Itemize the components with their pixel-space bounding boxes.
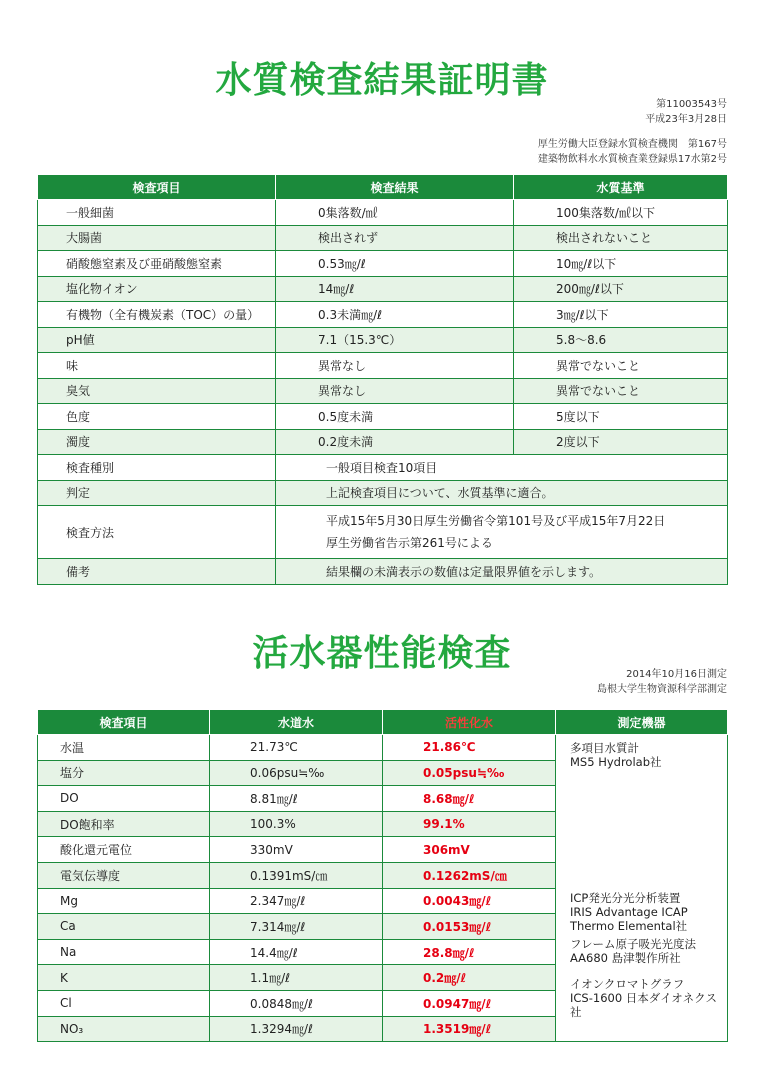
- row-tap: 0.06psu≒‰: [210, 760, 383, 786]
- row-item: 硝酸態窒素及び亜硝酸態窒素: [38, 251, 276, 277]
- row-result: 0.3未満㎎/ℓ: [276, 302, 514, 328]
- row-standard: 異常でないこと: [514, 353, 728, 379]
- row-active: 8.68㎎/ℓ: [383, 786, 556, 812]
- performance-test-title: 活水器性能検査: [252, 633, 512, 674]
- row-value: 上記検査項目について、水質基準に適合。: [276, 480, 728, 506]
- row-standard: 200㎎/ℓ以下: [514, 276, 728, 302]
- row-item: Na: [38, 939, 210, 965]
- row-item: 電気伝導度: [38, 862, 210, 888]
- row-standard: 5度以下: [514, 404, 728, 430]
- row-standard: 3㎎/ℓ以下: [514, 302, 728, 328]
- header-result: 検査結果: [276, 175, 514, 200]
- table-row: [38, 378, 728, 404]
- row-active: 306mV: [383, 837, 556, 863]
- row-standard: 5.8～8.6: [514, 327, 728, 353]
- agency-meta: [538, 137, 727, 167]
- row-item: 大腸菌: [38, 225, 276, 251]
- instrument-d1: イオンクロマトグラフ: [570, 977, 685, 991]
- row-item: 酸化還元電位: [38, 837, 210, 863]
- instrument-c1: フレーム原子吸光光度法: [570, 937, 697, 951]
- table-row: [38, 429, 728, 455]
- row-item: 検査種別: [38, 455, 276, 481]
- row-tap: 1.1㎎/ℓ: [210, 965, 383, 991]
- row-standard: 2度以下: [514, 429, 728, 455]
- table-row: [38, 327, 728, 353]
- row-item: 一般細菌: [38, 200, 276, 226]
- table-row: [38, 251, 728, 277]
- row-item: DO飽和率: [38, 811, 210, 837]
- row-active: 0.0947㎎/ℓ: [383, 990, 556, 1016]
- instrument-c2: AA680 島津製作所社: [570, 951, 681, 965]
- header-item: 検査項目: [38, 175, 276, 200]
- row-item: 備考: [38, 559, 276, 585]
- row-result: 14㎎/ℓ: [276, 276, 514, 302]
- row-active: 0.0043㎎/ℓ: [383, 888, 556, 914]
- row-item: 検査方法: [38, 506, 276, 559]
- table-row: [38, 480, 728, 506]
- row-tap: 100.3%: [210, 811, 383, 837]
- performance-meta: [597, 667, 727, 697]
- row-tap: 8.81㎎/ℓ: [210, 786, 383, 812]
- table-row: [38, 559, 728, 585]
- table-row: [38, 276, 728, 302]
- row-item: 塩分: [38, 760, 210, 786]
- instrument-a1: 多項目水質計: [570, 741, 639, 755]
- table-row: [38, 302, 728, 328]
- instrument-cell: [556, 735, 728, 1042]
- row-standard: 検出されないこと: [514, 225, 728, 251]
- row-result: 7.1（15.3℃）: [276, 327, 514, 353]
- table-row: [38, 455, 728, 481]
- agency-line-2: 建築物飲料水水質検査業登録県17水第2号: [537, 154, 727, 165]
- row-tap: 7.314㎎/ℓ: [210, 914, 383, 940]
- row-item: Cl: [38, 990, 210, 1016]
- method-line-2: 厚生労働省告示第261号による: [326, 536, 493, 550]
- measure-lab: 島根大学生物資源科学部測定: [597, 684, 727, 695]
- row-item: DO: [38, 786, 210, 812]
- table-row: [38, 506, 728, 559]
- certificate-number: 第11003543号: [656, 99, 727, 110]
- measure-date: 2014年10月16日測定: [626, 669, 727, 680]
- header-instrument: 測定機器: [556, 710, 728, 735]
- table-row: [38, 225, 728, 251]
- row-result: 異常なし: [276, 378, 514, 404]
- table-row: [38, 735, 728, 761]
- row-standard: 異常でないこと: [514, 378, 728, 404]
- table-row: [38, 353, 728, 379]
- header-item: 検査項目: [38, 710, 210, 735]
- row-result: 0.2度未満: [276, 429, 514, 455]
- row-value: 一般項目検査10項目: [276, 455, 728, 481]
- row-value: [276, 506, 728, 559]
- row-standard: 10㎎/ℓ以下: [514, 251, 728, 277]
- table-row: [38, 200, 728, 226]
- certificate-title: 水質検査結果証明書: [215, 60, 549, 101]
- row-active: 0.1262mS/㎝: [383, 862, 556, 888]
- row-tap: 1.3294㎎/ℓ: [210, 1016, 383, 1042]
- row-tap: 2.347㎎/ℓ: [210, 888, 383, 914]
- row-item: 色度: [38, 404, 276, 430]
- header-standard: 水質基準: [514, 175, 728, 200]
- row-item: 臭気: [38, 378, 276, 404]
- certificate-meta: [645, 97, 727, 127]
- row-result: 異常なし: [276, 353, 514, 379]
- row-standard: 100集落数/㎖以下: [514, 200, 728, 226]
- row-item: 味: [38, 353, 276, 379]
- table-row: [38, 404, 728, 430]
- row-tap: 21.73℃: [210, 735, 383, 761]
- performance-table: [37, 709, 728, 1042]
- row-item: NO₃: [38, 1016, 210, 1042]
- row-item: K: [38, 965, 210, 991]
- row-active: 1.3519㎎/ℓ: [383, 1016, 556, 1042]
- row-active: 99.1%: [383, 811, 556, 837]
- row-active: 21.86℃: [383, 735, 556, 761]
- row-item: pH値: [38, 327, 276, 353]
- row-value: 結果欄の未満表示の数値は定量限界値を示します。: [276, 559, 728, 585]
- row-item: 判定: [38, 480, 276, 506]
- row-item: 濁度: [38, 429, 276, 455]
- header-activated-water: 活性化水: [383, 710, 556, 735]
- agency-line-1: 厚生労働大臣登録水質検査機関 第167号: [537, 139, 727, 150]
- instrument-b3: Thermo Elemental社: [570, 919, 688, 933]
- row-tap: 0.1391mS/㎝: [210, 862, 383, 888]
- instrument-b1: ICP発光分光分析装置: [570, 891, 681, 905]
- row-result: 0.5度未満: [276, 404, 514, 430]
- certificate-date: 平成23年3月28日: [645, 114, 727, 125]
- header-tap-water: 水道水: [210, 710, 383, 735]
- row-active: 28.8㎎/ℓ: [383, 939, 556, 965]
- row-tap: 330mV: [210, 837, 383, 863]
- row-result: 検出されず: [276, 225, 514, 251]
- row-active: 0.2㎎/ℓ: [383, 965, 556, 991]
- instrument-b2: IRIS Advantage ICAP: [570, 905, 688, 919]
- row-active: 0.05psu≒‰: [383, 760, 556, 786]
- row-tap: 14.4㎎/ℓ: [210, 939, 383, 965]
- row-item: 塩化物イオン: [38, 276, 276, 302]
- row-item: 水温: [38, 735, 210, 761]
- water-quality-table: [37, 174, 728, 585]
- instrument-d2: ICS-1600 日本ダイオネクス社: [570, 991, 717, 1019]
- instrument-a2: MS5 Hydrolab社: [570, 755, 662, 769]
- row-result: 0.53㎎/ℓ: [276, 251, 514, 277]
- row-result: 0集落数/㎖: [276, 200, 514, 226]
- row-tap: 0.0848㎎/ℓ: [210, 990, 383, 1016]
- row-item: Ca: [38, 914, 210, 940]
- row-active: 0.0153㎎/ℓ: [383, 914, 556, 940]
- method-line-1: 平成15年5月30日厚生労働省令第101号及び平成15年7月22日: [326, 514, 666, 528]
- row-item: 有機物（全有機炭素（TOC）の量）: [38, 302, 276, 328]
- row-item: Mg: [38, 888, 210, 914]
